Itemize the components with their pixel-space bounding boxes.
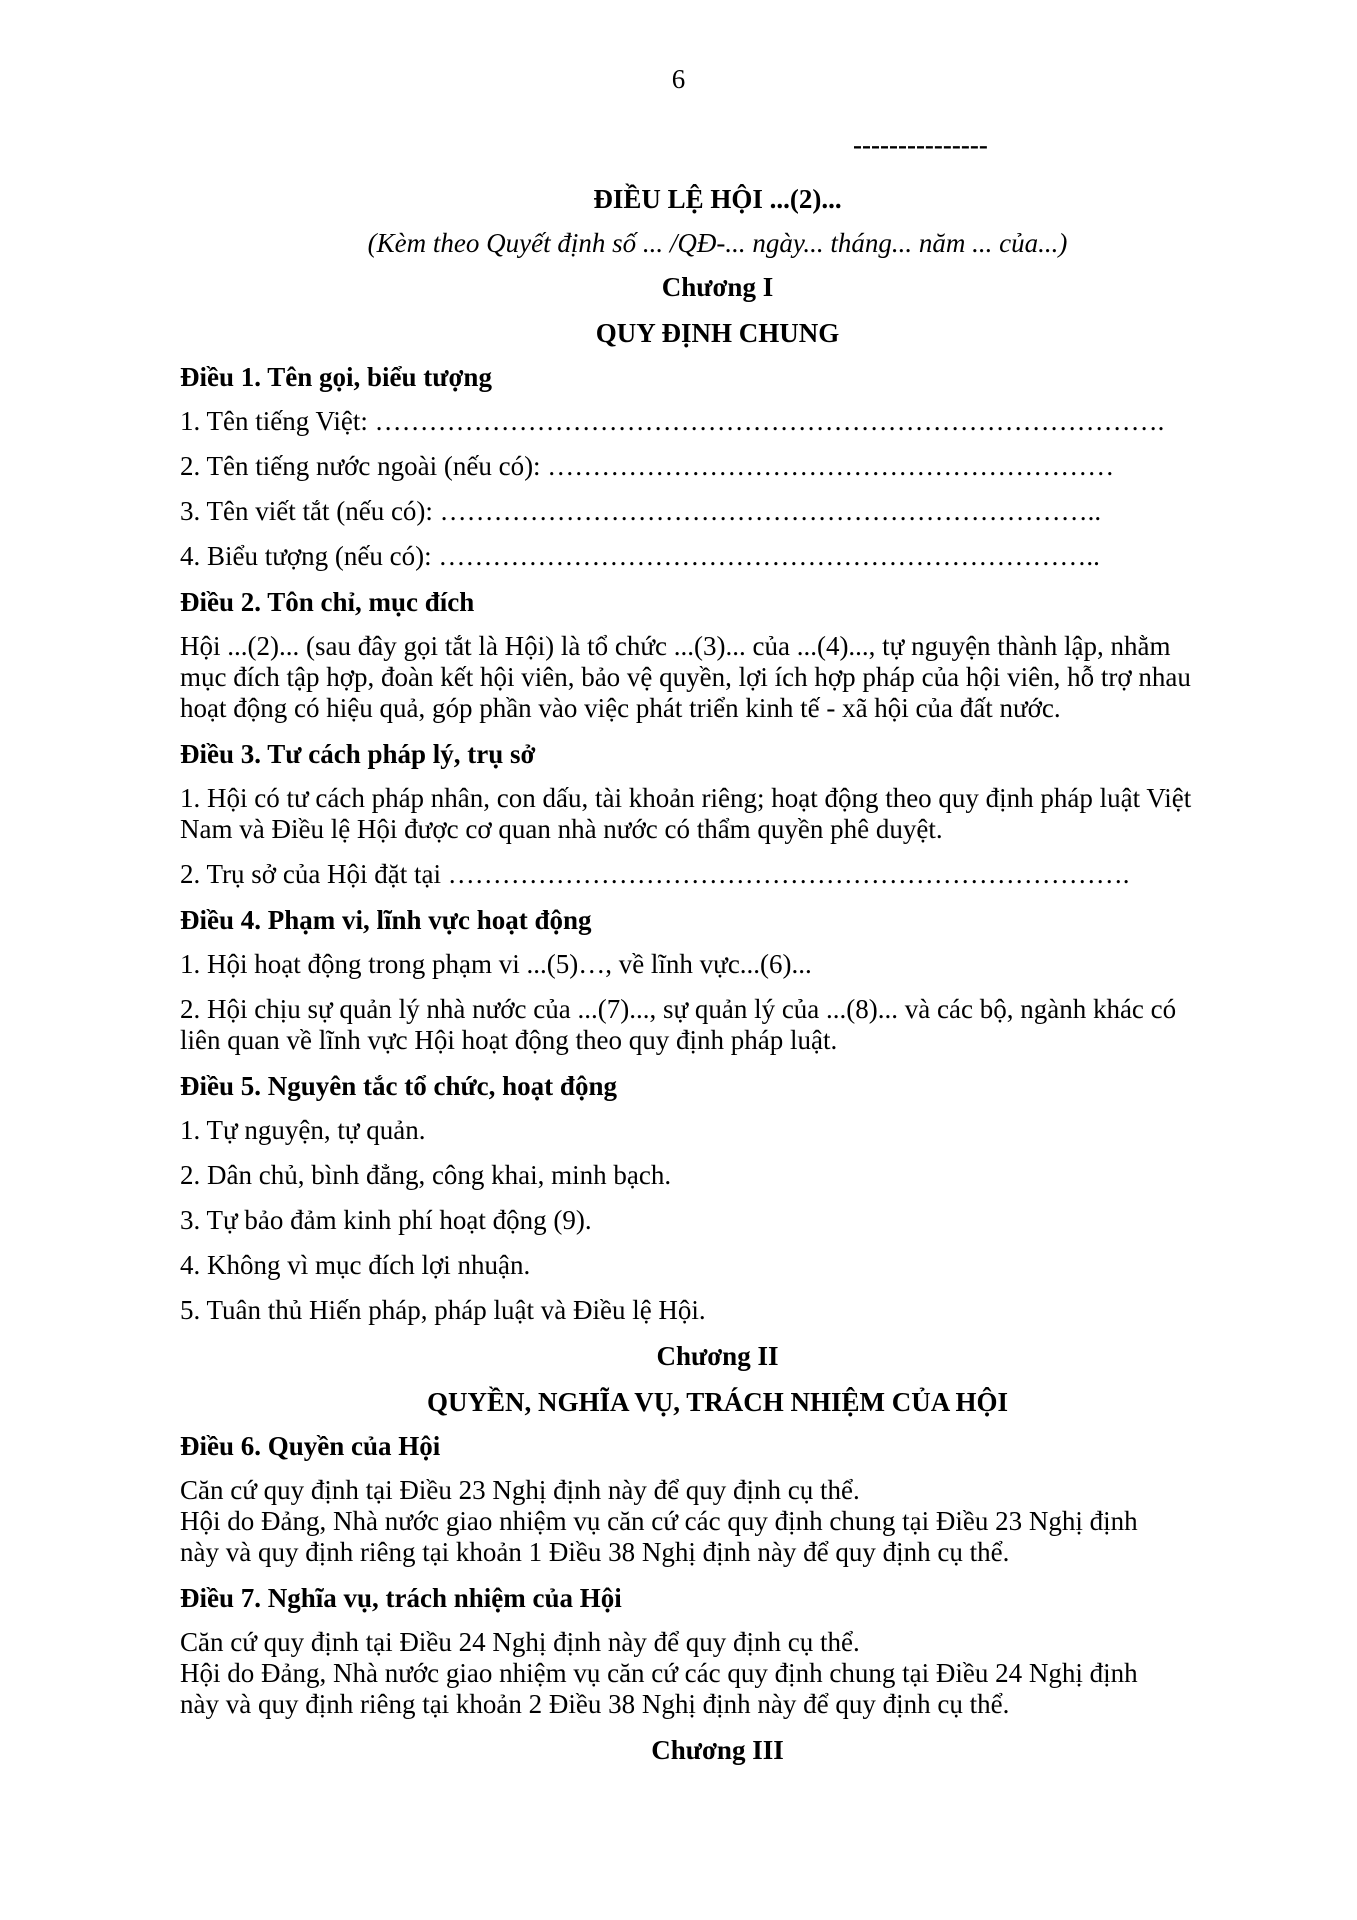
article-paragraph <box>180 994 1205 1056</box>
paragraph-line: Nam và Điều lệ Hội được cơ quan nhà nước có thẩm quyền phê duyệt. <box>180 814 943 844</box>
chapter-2-label: Chương II <box>656 1341 779 1371</box>
chapter-2-articles <box>180 1430 1205 1720</box>
chapter-3-label: Chương III <box>651 1735 784 1765</box>
paragraph-line: 2. Hội chịu sự quản lý nhà nước của ...(7)..., sự quản lý của ...(8)... và các bộ, ngành khác có <box>180 994 1177 1024</box>
dash-separator: --------------- <box>853 130 988 160</box>
article-paragraph <box>180 783 1205 845</box>
article-paragraph <box>180 406 1205 437</box>
article-paragraph <box>180 1250 1205 1281</box>
page-number: 6 <box>671 64 686 94</box>
article-paragraph <box>180 631 1205 724</box>
article-paragraph <box>180 451 1205 482</box>
paragraph-line: này và quy định riêng tại khoản 2 Điều 38 Nghị định này để quy định cụ thể. <box>180 1689 1010 1719</box>
paragraph-line: hoạt động có hiệu quả, góp phần vào việc phát triển kinh tế - xã hội của đất nước. <box>180 693 1061 723</box>
paragraph-line: 1. Tự nguyện, tự quản. <box>180 1115 426 1145</box>
paragraph-line: mục đích tập hợp, đoàn kết hội viên, bảo vệ quyền, lợi ích hợp pháp của hội viên, hỗ trợ nhau <box>180 662 1191 692</box>
article-paragraph <box>180 1115 1205 1146</box>
article-paragraph <box>180 496 1205 527</box>
paragraph-line: 2. Trụ sở của Hội đặt tại …………………………………………………………………. <box>180 859 1130 889</box>
paragraph-line: 4. Biểu tượng (nếu có): ……………………………………………………………….. <box>180 541 1100 571</box>
article-heading: Điều 5. Nguyên tắc tổ chức, hoạt động <box>180 1071 617 1101</box>
paragraph-line: 3. Tự bảo đảm kinh phí hoạt động (9). <box>180 1205 592 1235</box>
chapter-1-label: Chương I <box>661 272 774 302</box>
article-paragraph <box>180 949 1205 980</box>
article-paragraph <box>180 1627 1205 1720</box>
paragraph-line: 2. Dân chủ, bình đẳng, công khai, minh bạch. <box>180 1160 672 1190</box>
article-paragraph <box>180 1205 1205 1236</box>
paragraph-line: 5. Tuân thủ Hiến pháp, pháp luật và Điều lệ Hội. <box>180 1295 706 1325</box>
paragraph-line: Căn cứ quy định tại Điều 24 Nghị định này để quy định cụ thể. <box>180 1627 860 1657</box>
paragraph-line: 1. Hội có tư cách pháp nhân, con dấu, tài khoản riêng; hoạt động theo quy định pháp luật Việt <box>180 783 1192 813</box>
document-title: ĐIỀU LỆ HỘI ...(2)... <box>593 184 842 214</box>
article-heading: Điều 3. Tư cách pháp lý, trụ sở <box>180 739 536 769</box>
paragraph-line: 1. Hội hoạt động trong phạm vi ...(5)…, về lĩnh vực...(6)... <box>180 949 812 979</box>
article-paragraph <box>180 859 1205 890</box>
document-subtitle: (Kèm theo Quyết định số ... /QĐ-... ngày... tháng... năm ... của...) <box>367 228 1068 258</box>
paragraph-line: Hội ...(2)... (sau đây gọi tắt là Hội) là tổ chức ...(3)... của ...(4)..., tự nguyện thành lập, nhằm <box>180 631 1171 661</box>
paragraph-line: liên quan về lĩnh vực Hội hoạt động theo quy định pháp luật. <box>180 1025 838 1055</box>
article-heading: Điều 1. Tên gọi, biểu tượng <box>180 362 492 392</box>
document-body <box>180 183 1205 1780</box>
article-paragraph <box>180 1295 1205 1326</box>
paragraph-line: Hội do Đảng, Nhà nước giao nhiệm vụ căn cứ các quy định chung tại Điều 23 Nghị định <box>180 1506 1138 1536</box>
article-heading: Điều 6. Quyền của Hội <box>180 1431 441 1461</box>
paragraph-line: 1. Tên tiếng Việt: ……………………………………………………………………………. <box>180 406 1165 436</box>
chapter-2-title: QUYỀN, NGHĨA VỤ, TRÁCH NHIỆM CỦA HỘI <box>426 1387 1009 1417</box>
article-paragraph <box>180 1160 1205 1191</box>
paragraph-line: Căn cứ quy định tại Điều 23 Nghị định này để quy định cụ thể. <box>180 1475 860 1505</box>
article-paragraph <box>180 541 1205 572</box>
paragraph-line: 2. Tên tiếng nước ngoài (nếu có): ……………………………………………………… <box>180 451 1115 481</box>
article-heading: Điều 4. Phạm vi, lĩnh vực hoạt động <box>180 905 592 935</box>
paragraph-line: này và quy định riêng tại khoản 1 Điều 38 Nghị định này để quy định cụ thể. <box>180 1537 1010 1567</box>
article-heading: Điều 2. Tôn chỉ, mục đích <box>180 587 475 617</box>
chapter-1-articles <box>180 361 1205 1326</box>
paragraph-line: Hội do Đảng, Nhà nước giao nhiệm vụ căn cứ các quy định chung tại Điều 24 Nghị định <box>180 1658 1138 1688</box>
chapter-1-title: QUY ĐỊNH CHUNG <box>595 318 840 348</box>
paragraph-line: 4. Không vì mục đích lợi nhuận. <box>180 1250 531 1280</box>
paragraph-line: 3. Tên viết tắt (nếu có): ……………………………………………………………….. <box>180 496 1102 526</box>
article-paragraph <box>180 1475 1205 1568</box>
article-heading: Điều 7. Nghĩa vụ, trách nhiệm của Hội <box>180 1583 622 1613</box>
